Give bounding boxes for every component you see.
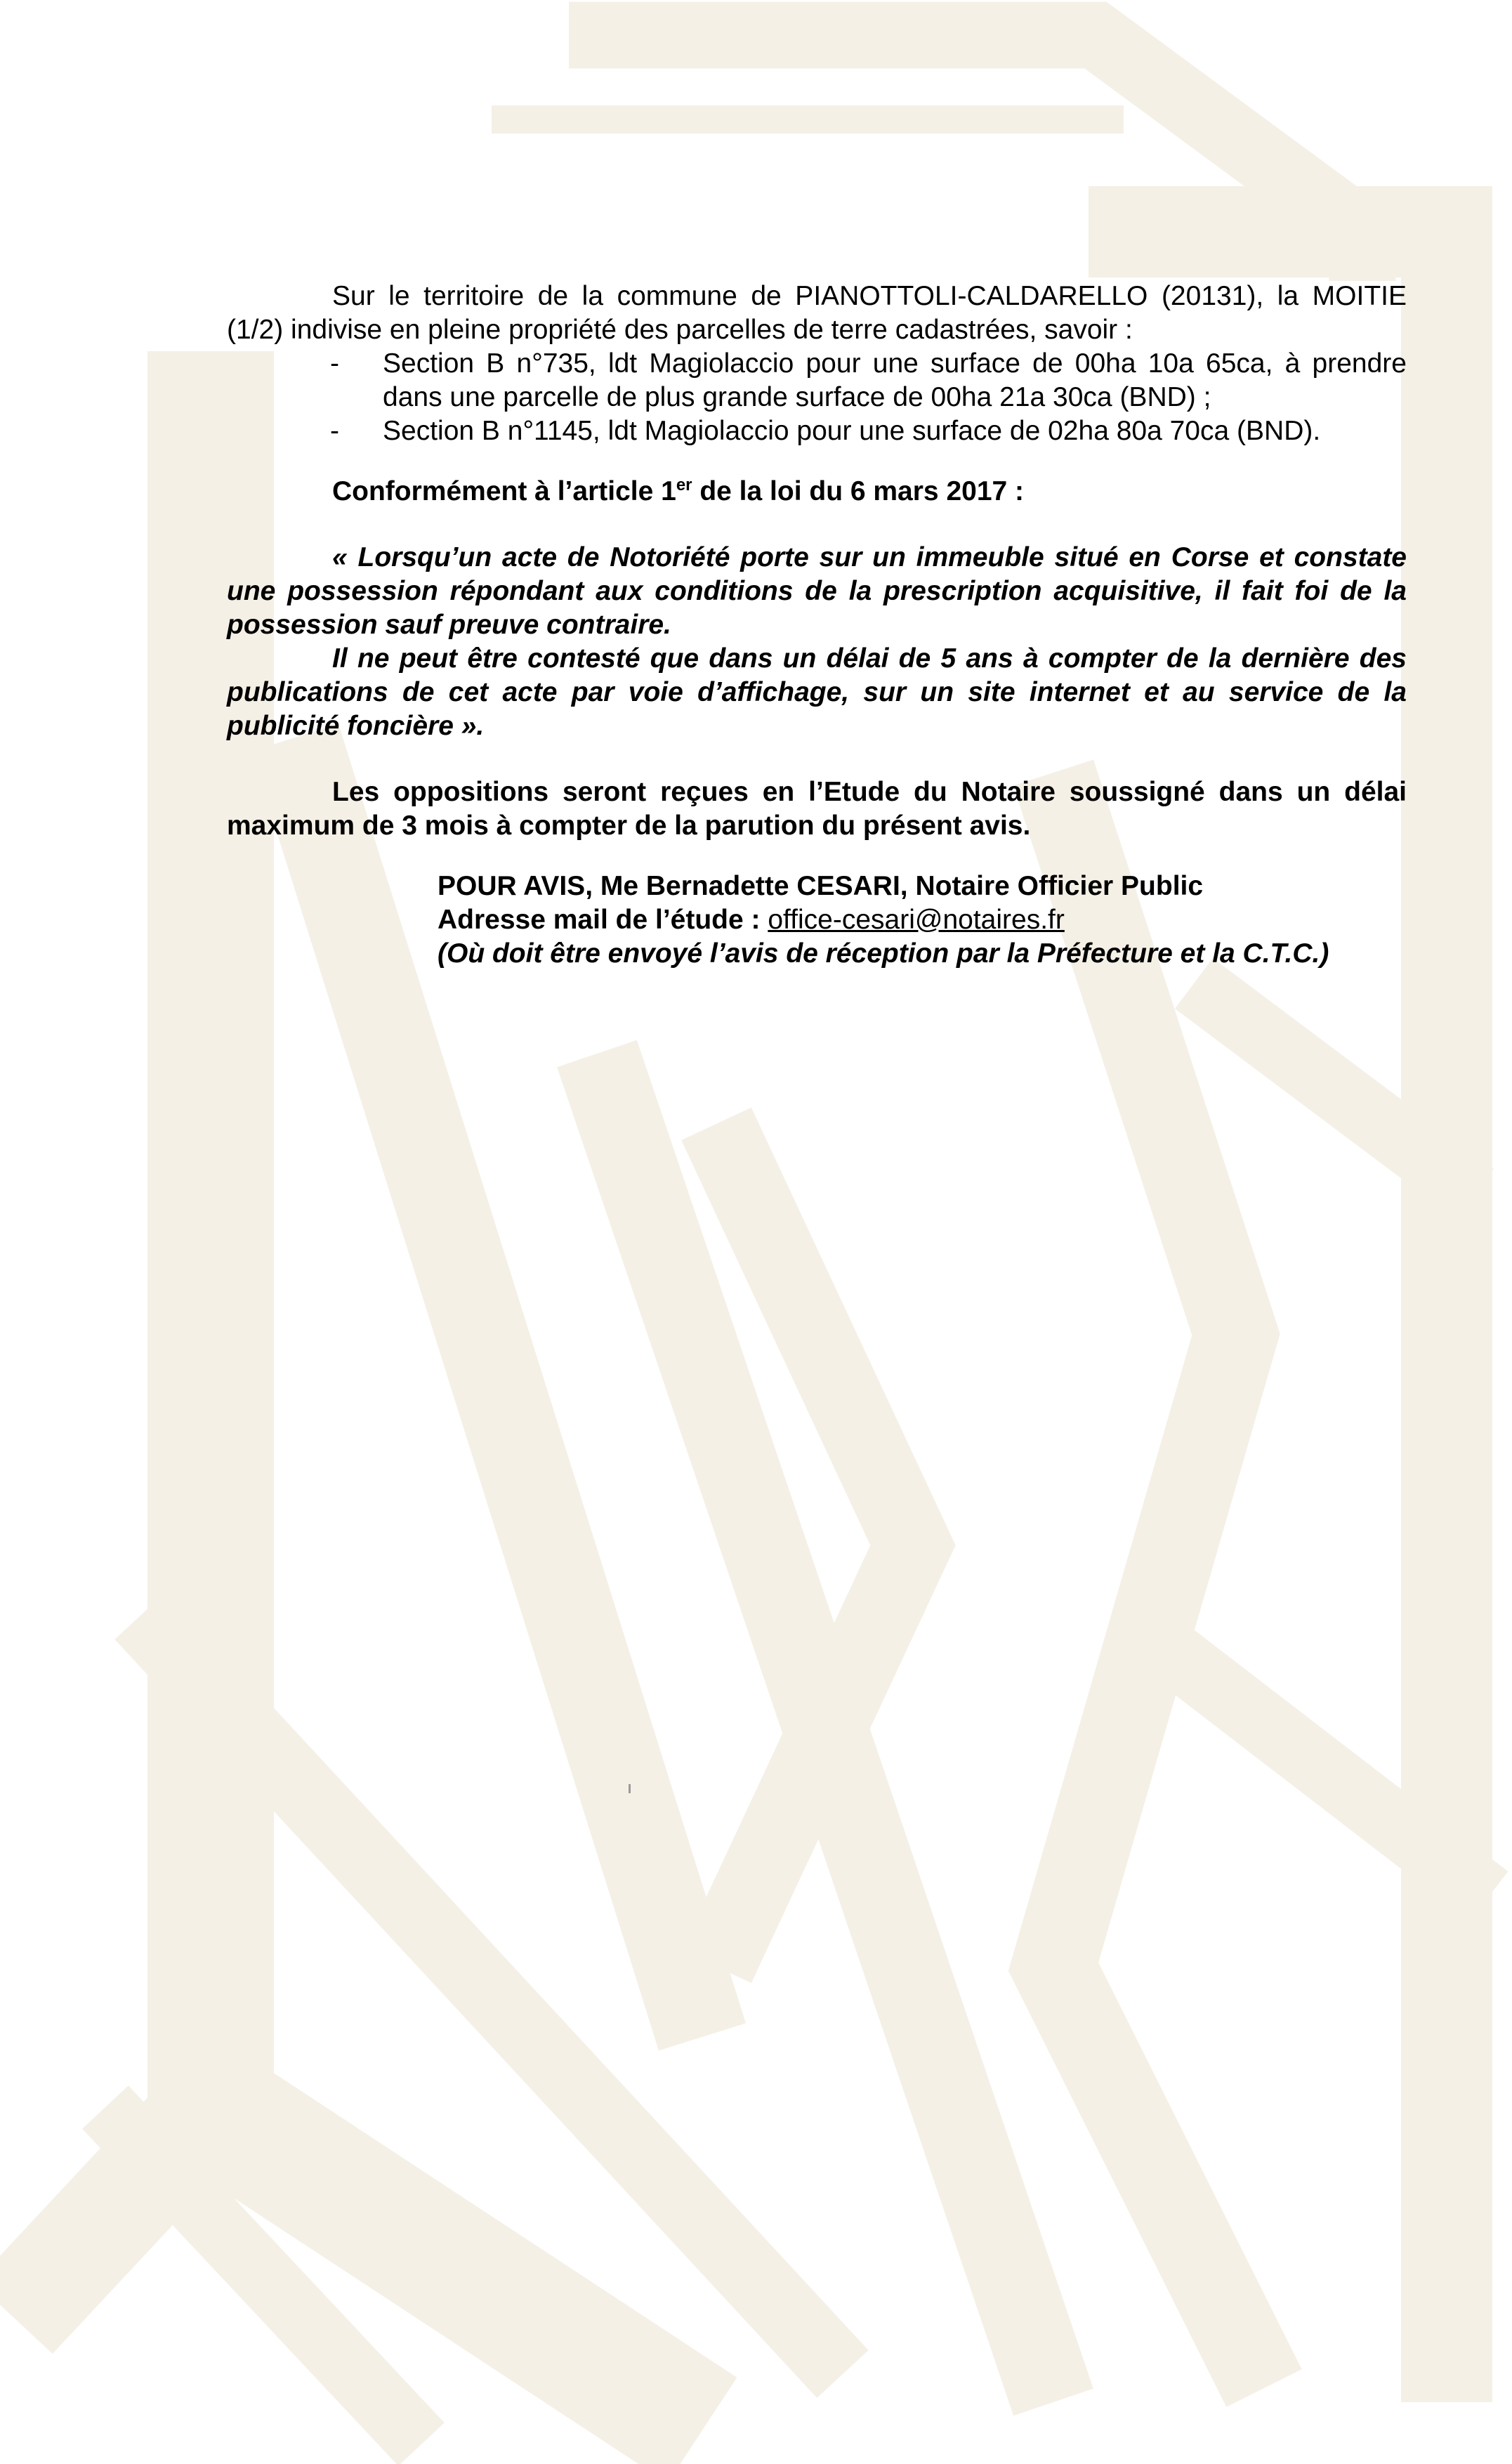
quote-paragraph-1: « Lorsqu’un acte de Notoriété porte sur un immeuble situé en Corse et constate une possession répondant aux conditions de la prescription acquisitive, il fait foi de la possession sauf preuve contraire. bbox=[227, 542, 1407, 640]
parcel-item bbox=[227, 347, 1407, 414]
list-dash: - bbox=[330, 348, 339, 379]
signature-block bbox=[438, 870, 1407, 971]
notice-body bbox=[227, 280, 1407, 971]
parcel-text: Section B n°735, ldt Magiolaccio pour une surface de 00ha 10a 65ca, à prendre dans une parcelle de plus grande surface de 00ha 21a 30ca (BND) ; bbox=[383, 348, 1407, 412]
oppositions-paragraph: Les oppositions seront reçues en l’Etude du Notaire soussigné dans un délai maximum de 3 mois à compter de la parution du présent avis. bbox=[227, 777, 1407, 841]
page-mark bbox=[629, 1784, 631, 1793]
quote-paragraph-2: Il ne peut être contesté que dans un délai de 5 ans à compter de la dernière des publications de cet acte par voie d’affichage, sur un site internet et au service de la publicité foncière ». bbox=[227, 643, 1407, 741]
law-heading-superscript: er bbox=[676, 476, 692, 494]
parcel-item bbox=[227, 414, 1407, 448]
law-heading bbox=[227, 475, 1407, 509]
email-label: Adresse mail de l’étude : bbox=[438, 905, 768, 935]
email-link[interactable]: office-cesari@notaires.fr bbox=[768, 905, 1065, 935]
reception-note: (Où doit être envoyé l’avis de réception par la Préfecture et la C.T.C.) bbox=[438, 938, 1329, 969]
law-heading-text: Conformément à l’article 1 bbox=[332, 476, 676, 506]
parcel-text: Section B n°1145, ldt Magiolaccio pour une surface de 02ha 80a 70ca (BND). bbox=[383, 416, 1321, 446]
intro-paragraph: Sur le territoire de la commune de PIANOTTOLI-CALDARELLO (20131), la MOITIE (1/2) indivise en pleine propriété des parcelles de terre cadastrées, savoir : bbox=[227, 281, 1407, 345]
signature-line: POUR AVIS, Me Bernadette CESARI, Notaire Officier Public bbox=[438, 871, 1204, 901]
list-dash: - bbox=[330, 416, 339, 446]
parcel-list bbox=[227, 347, 1407, 448]
law-heading-text-end: de la loi du 6 mars 2017 : bbox=[692, 476, 1025, 506]
email-line bbox=[438, 903, 1407, 937]
